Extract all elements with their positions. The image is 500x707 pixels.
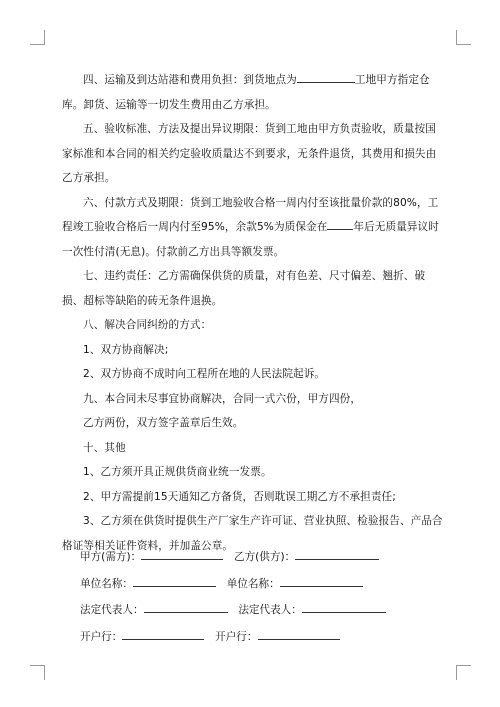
rep-b-label: 法定代表人： (238, 604, 302, 616)
unit-a-field[interactable] (133, 575, 216, 587)
clause-4-text-a: 四、运输及到达站港和费用负担：到货地点为 (83, 74, 297, 86)
bank-b-field[interactable] (258, 628, 340, 640)
clause-6 (62, 191, 446, 265)
bank-a-label: 开户行： (80, 631, 123, 643)
clause-7: 七、违约责任：乙方需确保供货的质量，对有色差、尺寸偏差、翘折、破损、超标等缺陷的砖无条件退换。 (62, 270, 426, 307)
clause-10-item-2: 2、甲方需提前15天通知乙方备货，否则耽误工期乙方不承担责任; (83, 490, 396, 503)
clause-8-item-2: 2、双方协商不成时向工程所在地的人民法院起诉。 (83, 368, 326, 380)
signature-row-representatives (80, 601, 386, 617)
party-a-label: 甲方(需方)： (80, 551, 142, 563)
document-body (62, 68, 446, 558)
clause-8: 八、解决合同纠纷的方式： (83, 319, 212, 331)
unit-b-label: 单位名称： (226, 578, 280, 590)
clause-4-text-b: 工地甲方指定仓库。卸货、运输等一切发生费用由乙方承担。 (62, 74, 430, 111)
bank-b-label: 开户行： (215, 631, 258, 643)
party-b-field[interactable] (295, 548, 379, 560)
clause-6-text-a: 六、付款方式及期限：货到工地验收合格一周内付至该批量价款的80%，工程竣工验收合格后一周内付至95%，余款5%为质保金在 (62, 196, 439, 233)
clause-4 (62, 68, 446, 117)
rep-a-label: 法定代表人： (80, 604, 144, 616)
unit-b-field[interactable] (280, 575, 363, 587)
clause-10-item-1: 1、乙方须开具正规供货商业统一发票。 (83, 466, 272, 478)
corner-mark-top-left (30, 30, 45, 45)
unit-a-label: 单位名称： (80, 578, 133, 590)
rep-a-field[interactable] (144, 601, 228, 613)
clause-10: 十、其他 (83, 441, 126, 454)
party-a-field[interactable] (141, 548, 223, 560)
signature-row-banks (80, 628, 340, 644)
clause-9-cont: 乙方两份，双方签字盖章后生效。 (83, 417, 244, 429)
corner-mark-top-right (456, 30, 471, 45)
corner-mark-bottom-right (456, 665, 471, 680)
clause-10-item-3: 3、乙方须在供货时提供生产厂家生产许可证、营业执照、检验报告、产品合格证等相关证件资料，并加盖公章。 (62, 515, 443, 552)
clause-5: 五、验收标准、方法及提出异议期限：货到工地由甲方负责验收，质量按国家标准和本合同的相关约定验收质量达不到要求，无条件退货，其费用和损失由乙方承担。 (62, 123, 437, 184)
party-b-label: 乙方(供方)： (233, 551, 296, 563)
warranty-years-blank[interactable] (327, 218, 353, 230)
rep-b-field[interactable] (302, 601, 386, 613)
bank-a-field[interactable] (122, 628, 204, 640)
signature-row-units (80, 575, 363, 591)
clause-6-text-b: 年后无质量异议时一次性付清(无息)。付款前乙方出具等额发票。 (62, 221, 439, 258)
corner-mark-bottom-left (30, 665, 45, 680)
clause-9: 九、本合同未尽事宜协商解决，合同一式六份，甲方四份， (83, 392, 362, 405)
signature-row-parties (80, 548, 379, 564)
delivery-location-blank[interactable] (297, 71, 355, 83)
clause-8-item-1: 1、双方协商解决; (83, 343, 169, 356)
